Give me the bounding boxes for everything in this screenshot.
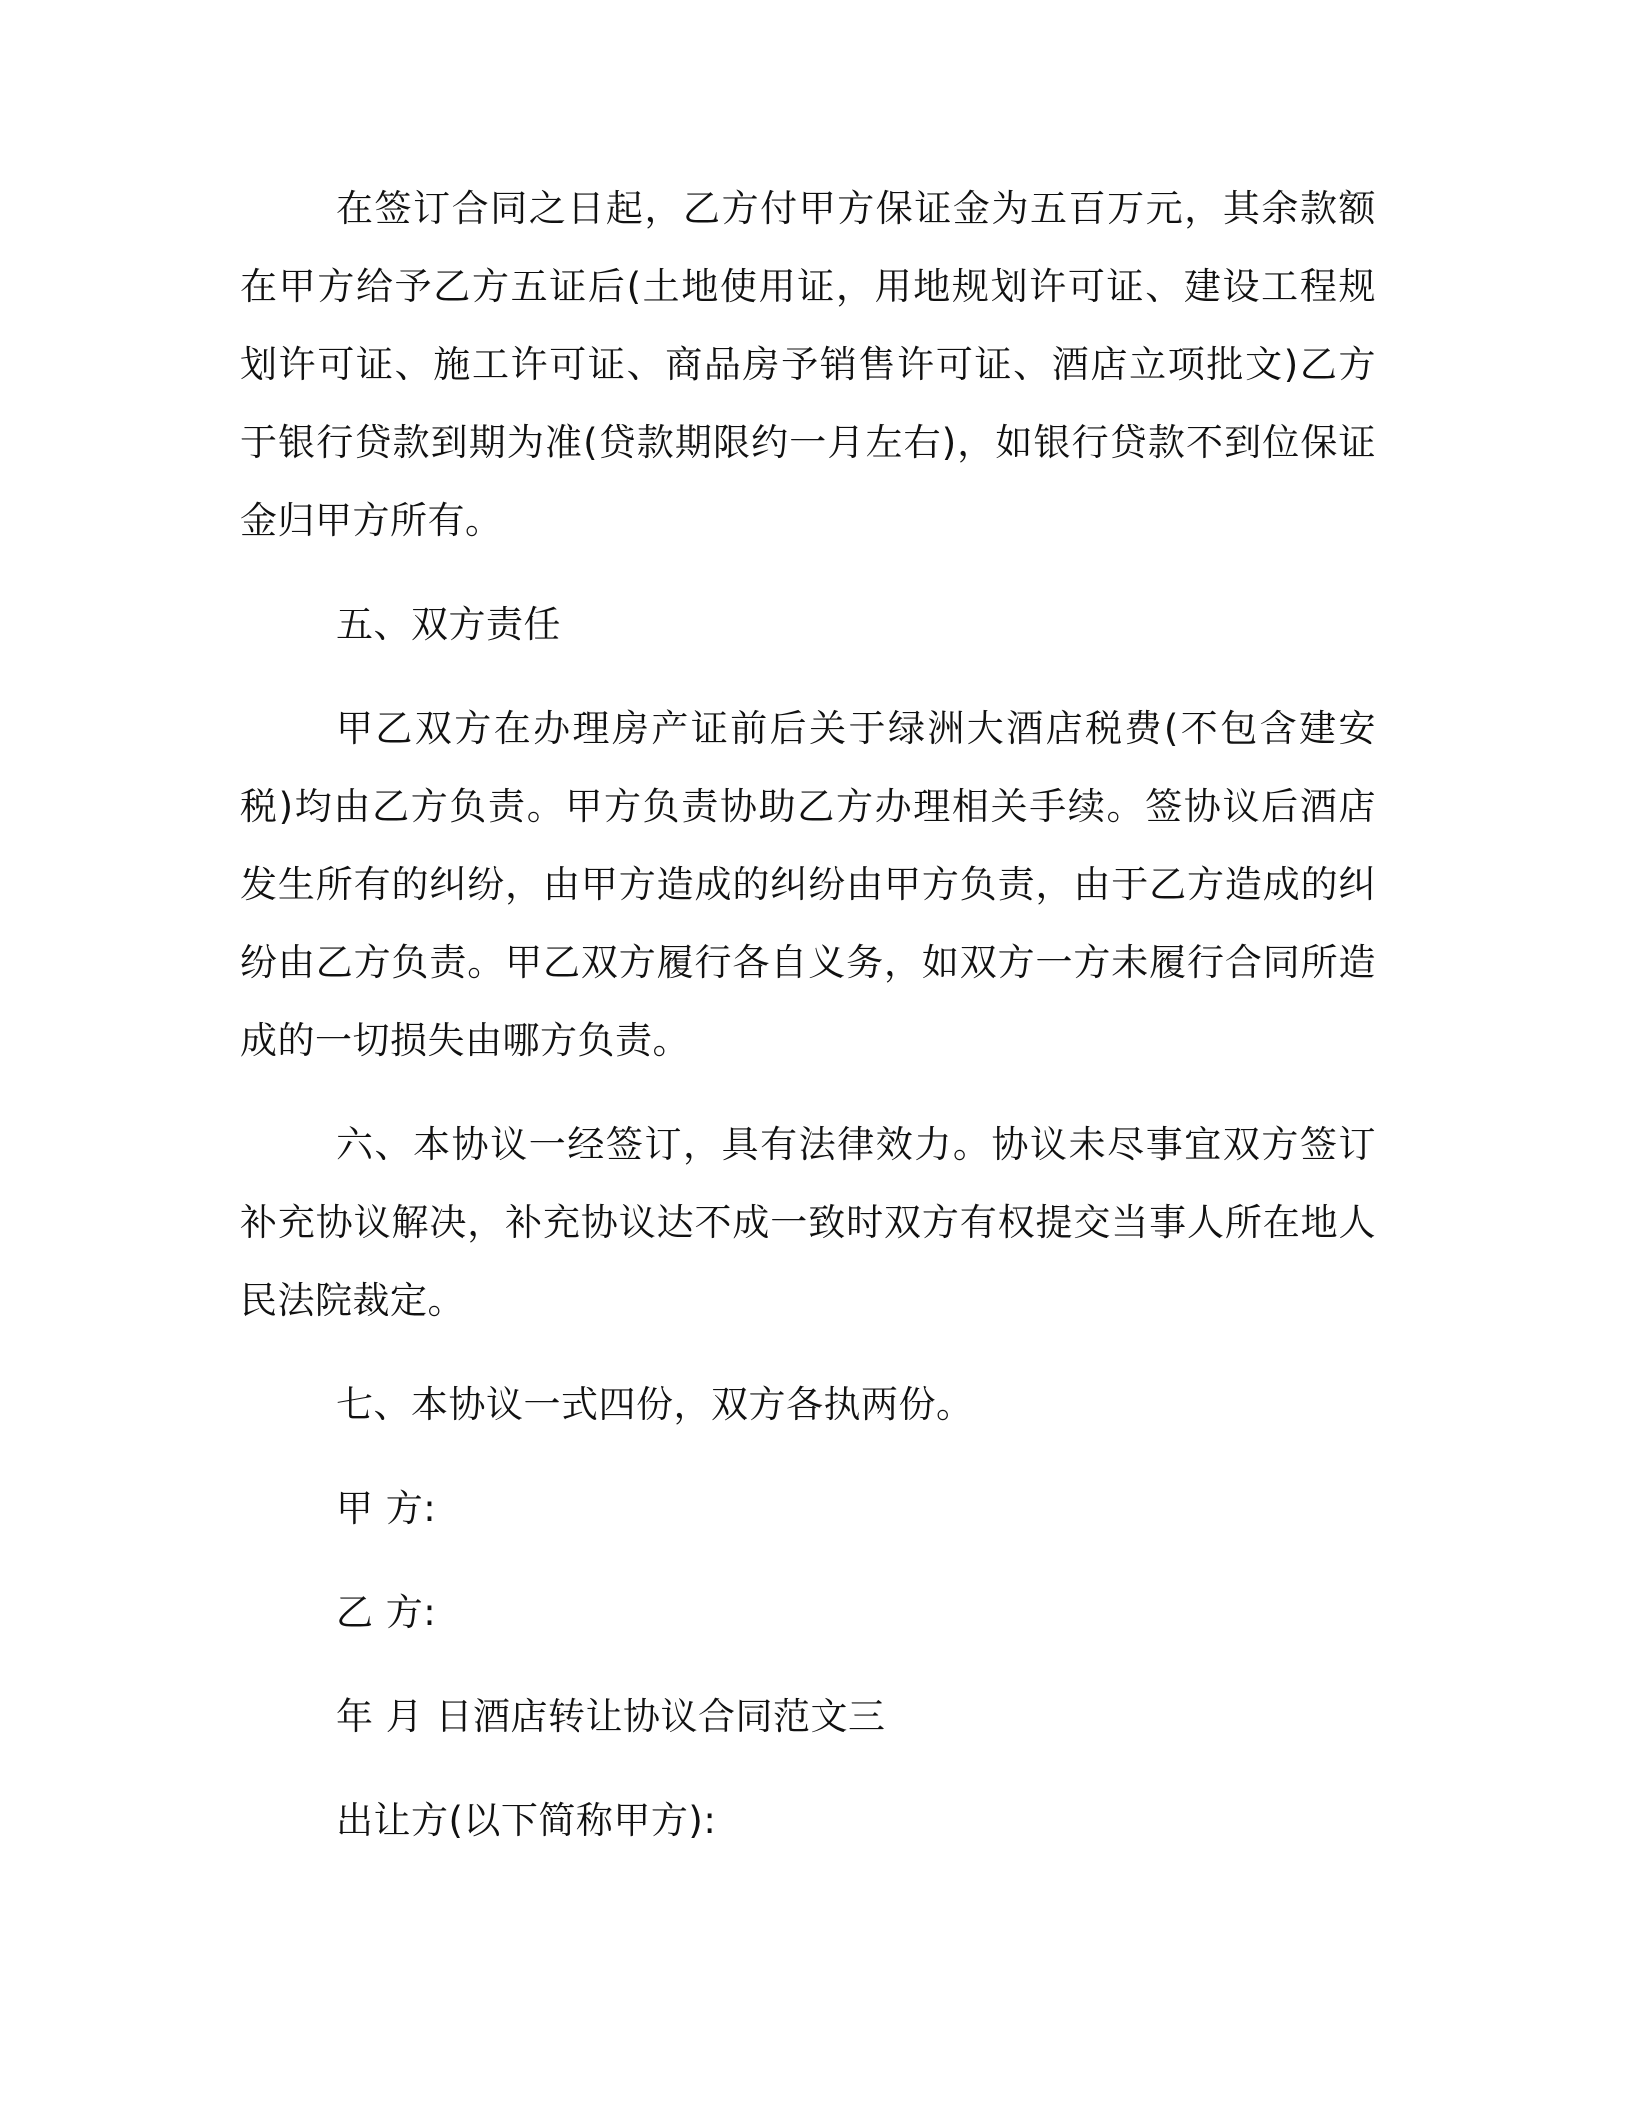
date-and-title-line: 年 月 日酒店转让协议合同范文三: [336, 1695, 886, 1738]
paragraph-legal-effect: 六、本协议一经签订，具有法律效力。协议未尽事宜双方签订补充协议解决，补充协议达不成一致时双方有权提交当事人所在地人民法院裁定。: [240, 1123, 1376, 1322]
paragraph-copies: 七、本协议一式四份，双方各执两份。: [336, 1383, 974, 1426]
party-a-label: 甲 方:: [336, 1487, 437, 1530]
document-page: [240, 170, 1376, 1886]
paragraph-responsibilities: 甲乙双方在办理房产证前后关于绿洲大酒店税费(不包含建安税)均由乙方负责。甲方负责协助乙方办理相关手续。签协议后酒店发生所有的纠纷，由甲方造成的纠纷由甲方负责，由于乙方造成的纠纷由乙方负责。甲乙双方履行各自义务，如双方一方未履行合同所造成的一切损失由哪方负责。: [240, 707, 1376, 1062]
party-b-label: 乙 方:: [336, 1591, 437, 1634]
transferor-label: 出让方(以下简称甲方):: [336, 1799, 717, 1842]
section-heading-responsibilities: 五、双方责任: [336, 603, 561, 646]
paragraph-deposit-terms: 在签订合同之日起，乙方付甲方保证金为五百万元，其余款额在甲方给予乙方五证后(土地使用证，用地规划许可证、建设工程规划许可证、施工许可证、商品房予销售许可证、酒店立项批文)乙方于银行贷款到期为准(贷款期限约一月左右)，如银行贷款不到位保证金归甲方所有。: [240, 187, 1376, 542]
